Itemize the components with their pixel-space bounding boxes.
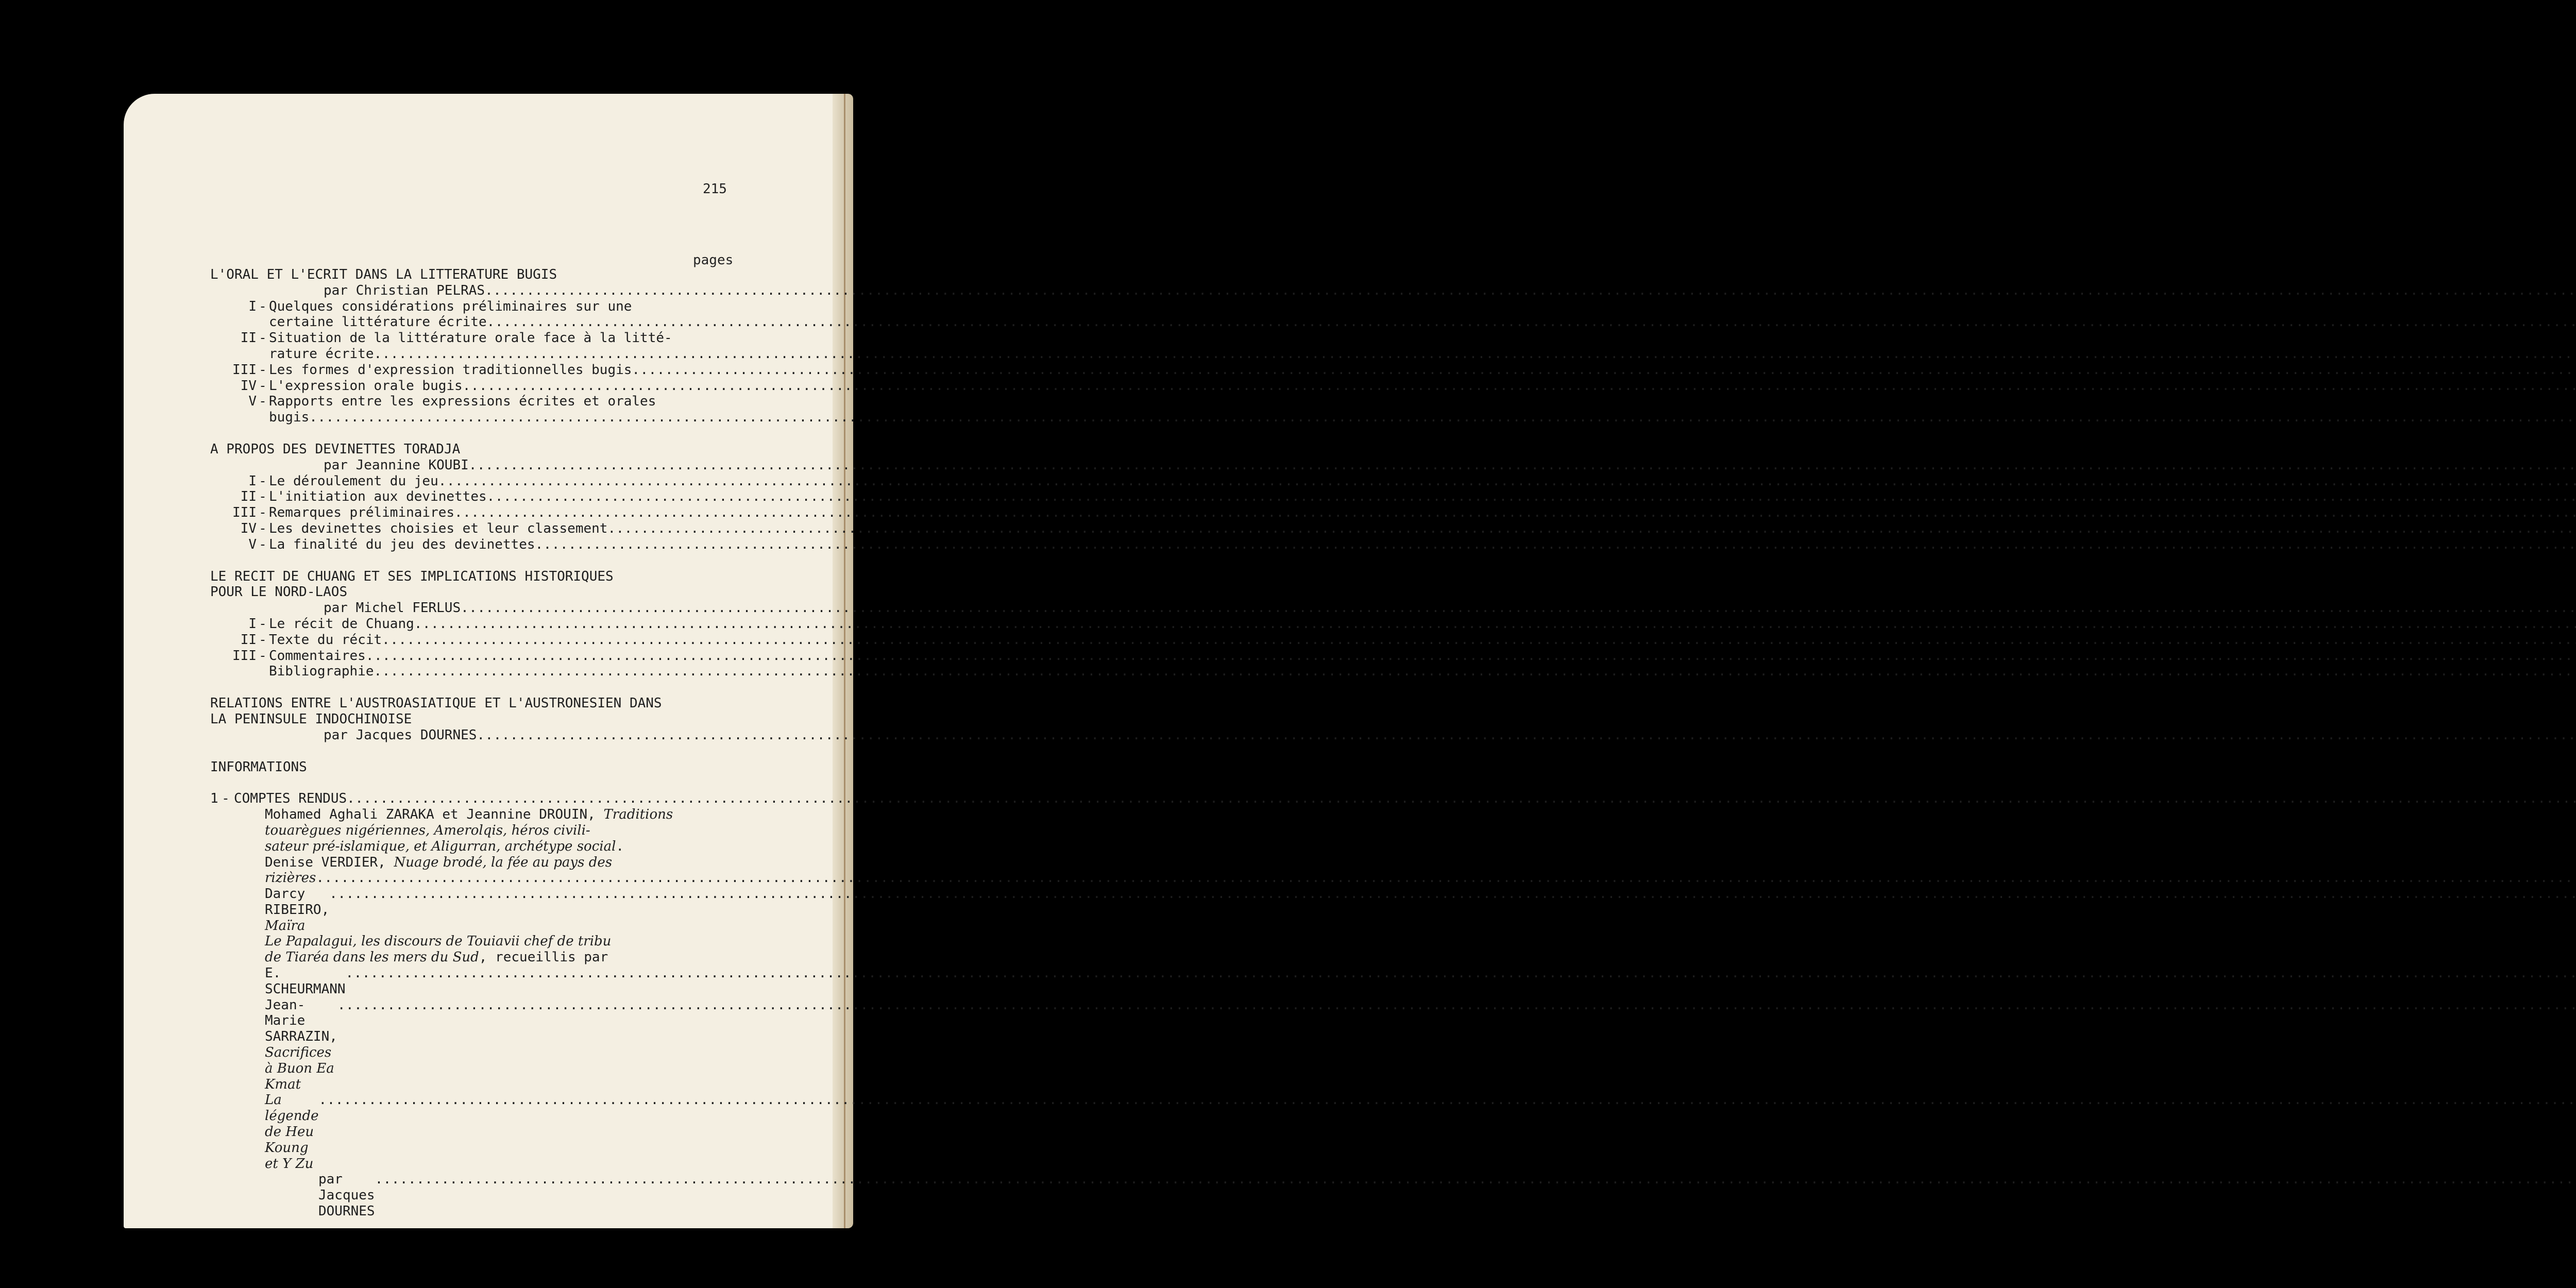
item-text: par Christian PELRAS <box>324 282 485 298</box>
item-number: V <box>248 536 257 552</box>
toc-line <box>210 378 731 394</box>
review-text-plain: , recueillis par <box>479 950 608 965</box>
review-text-plain: . <box>616 838 624 854</box>
section-gap <box>210 680 731 696</box>
review-text <box>210 950 608 965</box>
toc-line <box>210 664 731 680</box>
review-text-plain: par Jacques DOURNES <box>318 1172 375 1219</box>
review-text-plain: Mohamed Aghali ZARAKA et Jeannine DROUIN, <box>265 807 604 823</box>
toc-line <box>210 648 731 664</box>
review-title-italic: Le Papalagui, les discours de Touiavii chef de tribu <box>265 934 612 950</box>
review-text-plain: E. SCHEURMANN <box>265 965 346 997</box>
review-line <box>210 807 731 823</box>
dot-leader <box>487 489 2576 505</box>
item-dash: - <box>222 791 230 807</box>
review-text <box>210 839 624 855</box>
review-text <box>210 886 329 934</box>
section-title: LE RECIT DE CHUANG ET SES IMPLICATIONS HISTORIQUES <box>210 568 614 584</box>
item-text: Les formes d'expression traditionnelles bugis <box>269 362 632 378</box>
review-text-plain: Darcy RIBEIRO, <box>265 886 330 918</box>
item-number: V <box>248 394 257 410</box>
item-dash: - <box>259 330 267 346</box>
item-text: bugis <box>269 410 310 426</box>
item-dash: - <box>259 394 267 410</box>
review-line <box>210 997 731 1093</box>
item-text: La finalité du jeu des devinettes <box>269 536 535 552</box>
dot-leader <box>374 346 2576 362</box>
review-text <box>210 1092 319 1172</box>
dot-leader <box>309 410 2576 426</box>
review-line <box>210 886 731 934</box>
item-number: II <box>240 330 257 346</box>
review-text <box>210 855 612 871</box>
review-text <box>210 870 316 886</box>
toc-line <box>210 457 731 473</box>
item-dash: - <box>259 648 267 664</box>
item-dash: - <box>259 632 267 648</box>
review-text <box>210 1172 375 1219</box>
dot-leader <box>607 521 2576 537</box>
review-line <box>210 1172 731 1219</box>
review-title-italic: La légende de Heu Koung et Y Zu <box>265 1092 319 1172</box>
review-text <box>210 823 590 839</box>
section-title: INFORMATIONS <box>210 759 307 775</box>
toc-line <box>210 600 731 616</box>
section-gap <box>210 553 731 569</box>
dot-leader <box>477 727 2576 743</box>
item-dash: - <box>259 520 267 536</box>
section-title: POUR LE NORD-LAOS <box>210 584 348 600</box>
item-dash: - <box>259 473 267 489</box>
review-line <box>210 1092 731 1172</box>
item-text: Texte du récit <box>269 632 382 648</box>
dot-leader <box>329 886 2576 902</box>
toc-line <box>210 330 731 346</box>
item-text: Quelques considérations préliminaires sur une <box>269 298 632 314</box>
toc-line <box>210 489 731 505</box>
item-text: Rapports entre les expressions écrites et orales <box>269 394 656 410</box>
review-title-italic: sateur pré-islamique, et Aligurran, archétype social <box>265 838 616 854</box>
review-title-italic: Maïra <box>265 918 306 934</box>
toc-line <box>210 521 731 537</box>
item-text: par Jacques DOURNES <box>324 727 477 743</box>
dot-leader <box>487 314 2576 330</box>
item-text: Remarques préliminaires <box>269 505 455 521</box>
toc-line <box>210 299 731 315</box>
item-text: par Michel FERLUS <box>324 600 461 616</box>
toc-line <box>210 314 731 330</box>
review-line <box>210 934 731 950</box>
item-number: III <box>232 505 257 521</box>
item-number: I <box>248 298 257 314</box>
section-title: A PROPOS DES DEVINETTES TORADJA <box>210 441 461 457</box>
review-title-italic: de Tiaréa dans les mers du Sud <box>265 950 479 965</box>
dot-leader <box>438 473 2576 489</box>
item-text: L'expression orale bugis <box>269 378 463 394</box>
dot-leader <box>316 870 2576 886</box>
review-text-plain: Jean-Marie SARRAZIN, <box>265 997 337 1045</box>
item-number: IV <box>240 378 257 394</box>
review-text <box>210 997 337 1093</box>
item-dash: - <box>259 298 267 314</box>
item-number: I <box>248 616 257 632</box>
item-dash: - <box>259 536 267 552</box>
review-line <box>210 823 731 839</box>
item-number: 1 <box>210 791 218 807</box>
section-gap <box>210 775 731 791</box>
toc-line <box>210 394 731 410</box>
section-title: L'ORAL ET L'ECRIT DANS LA LITTERATURE BUGIS <box>210 267 557 282</box>
toc-line <box>210 362 731 378</box>
toc-line <box>210 616 731 632</box>
dot-leader <box>374 664 2576 680</box>
dot-leader <box>469 457 2576 473</box>
dot-leader <box>366 648 2576 664</box>
item-number: I <box>248 473 257 489</box>
item-number: III <box>232 362 257 378</box>
toc-line <box>210 410 731 426</box>
review-line <box>210 870 731 886</box>
review-text <box>210 965 346 997</box>
review-text-plain: Denise VERDIER, <box>265 854 394 870</box>
toc-line <box>210 632 731 648</box>
dot-leader <box>346 965 2576 981</box>
item-dash: - <box>259 616 267 632</box>
toc-line <box>210 346 731 362</box>
item-text: rature écrite <box>269 346 374 362</box>
dot-leader <box>485 283 2576 299</box>
page-number: 215 <box>703 181 727 197</box>
review-line <box>210 965 731 997</box>
toc-line <box>210 727 731 743</box>
section-title: RELATIONS ENTRE L'AUSTROASIATIQUE ET L'AUSTRONESIEN DANS <box>210 696 662 711</box>
review-line <box>210 855 731 871</box>
item-text: Bibliographie <box>269 664 374 680</box>
item-dash: - <box>259 362 267 378</box>
toc-line <box>210 505 731 521</box>
item-number: III <box>232 648 257 664</box>
review-title-italic: touarègues nigériennes, Amerolqis, héros civili- <box>265 822 590 838</box>
toc-line <box>210 473 731 489</box>
dot-leader <box>414 616 2576 632</box>
item-text: COMPTES RENDUS <box>234 791 347 807</box>
review-title-italic: Traditions <box>603 807 673 823</box>
item-text: L'initiation aux devinettes <box>269 489 487 505</box>
dot-leader <box>463 378 2576 394</box>
dot-leader <box>535 537 2576 553</box>
dot-leader <box>461 600 2576 616</box>
toc-line <box>210 283 731 299</box>
dot-leader <box>632 362 2576 378</box>
item-number: II <box>240 632 257 648</box>
review-text <box>210 807 673 823</box>
dot-leader <box>319 1092 2576 1108</box>
dot-leader <box>347 791 2576 807</box>
dot-leader <box>382 632 2576 648</box>
item-text: Le récit de Chuang <box>269 616 414 632</box>
dot-leader <box>375 1172 2576 1188</box>
item-text: certaine littérature écrite <box>269 314 487 330</box>
pages-column-heading: pages <box>693 252 734 268</box>
review-text <box>210 934 611 950</box>
section-gap <box>210 743 731 759</box>
item-text: par Jeannine KOUBI <box>324 457 469 473</box>
item-number: II <box>240 489 257 505</box>
dot-leader <box>337 997 2576 1013</box>
item-text: Les devinettes choisies et leur classement <box>269 520 608 536</box>
review-line <box>210 839 731 855</box>
item-number: IV <box>240 520 257 536</box>
item-text: Situation de la littérature orale face à la litté- <box>269 330 672 346</box>
item-text: Commentaires <box>269 648 366 664</box>
toc-line <box>210 791 731 807</box>
item-text: Le déroulement du jeu <box>269 473 438 489</box>
item-dash: - <box>259 505 267 521</box>
toc-line <box>210 537 731 553</box>
review-title-italic: Sacrifices à Buon Ea Kmat <box>265 1045 334 1092</box>
review-line <box>210 950 731 965</box>
section-gap <box>210 426 731 442</box>
dot-leader <box>454 505 2576 521</box>
item-dash: - <box>259 489 267 505</box>
section-title: LA PENINSULE INDOCHINOISE <box>210 711 412 727</box>
review-title-italic: Nuage brodé, la fée au pays des <box>394 854 613 870</box>
item-dash: - <box>259 378 267 394</box>
table-of-contents <box>210 267 731 1219</box>
review-title-italic: rizières <box>265 870 316 886</box>
